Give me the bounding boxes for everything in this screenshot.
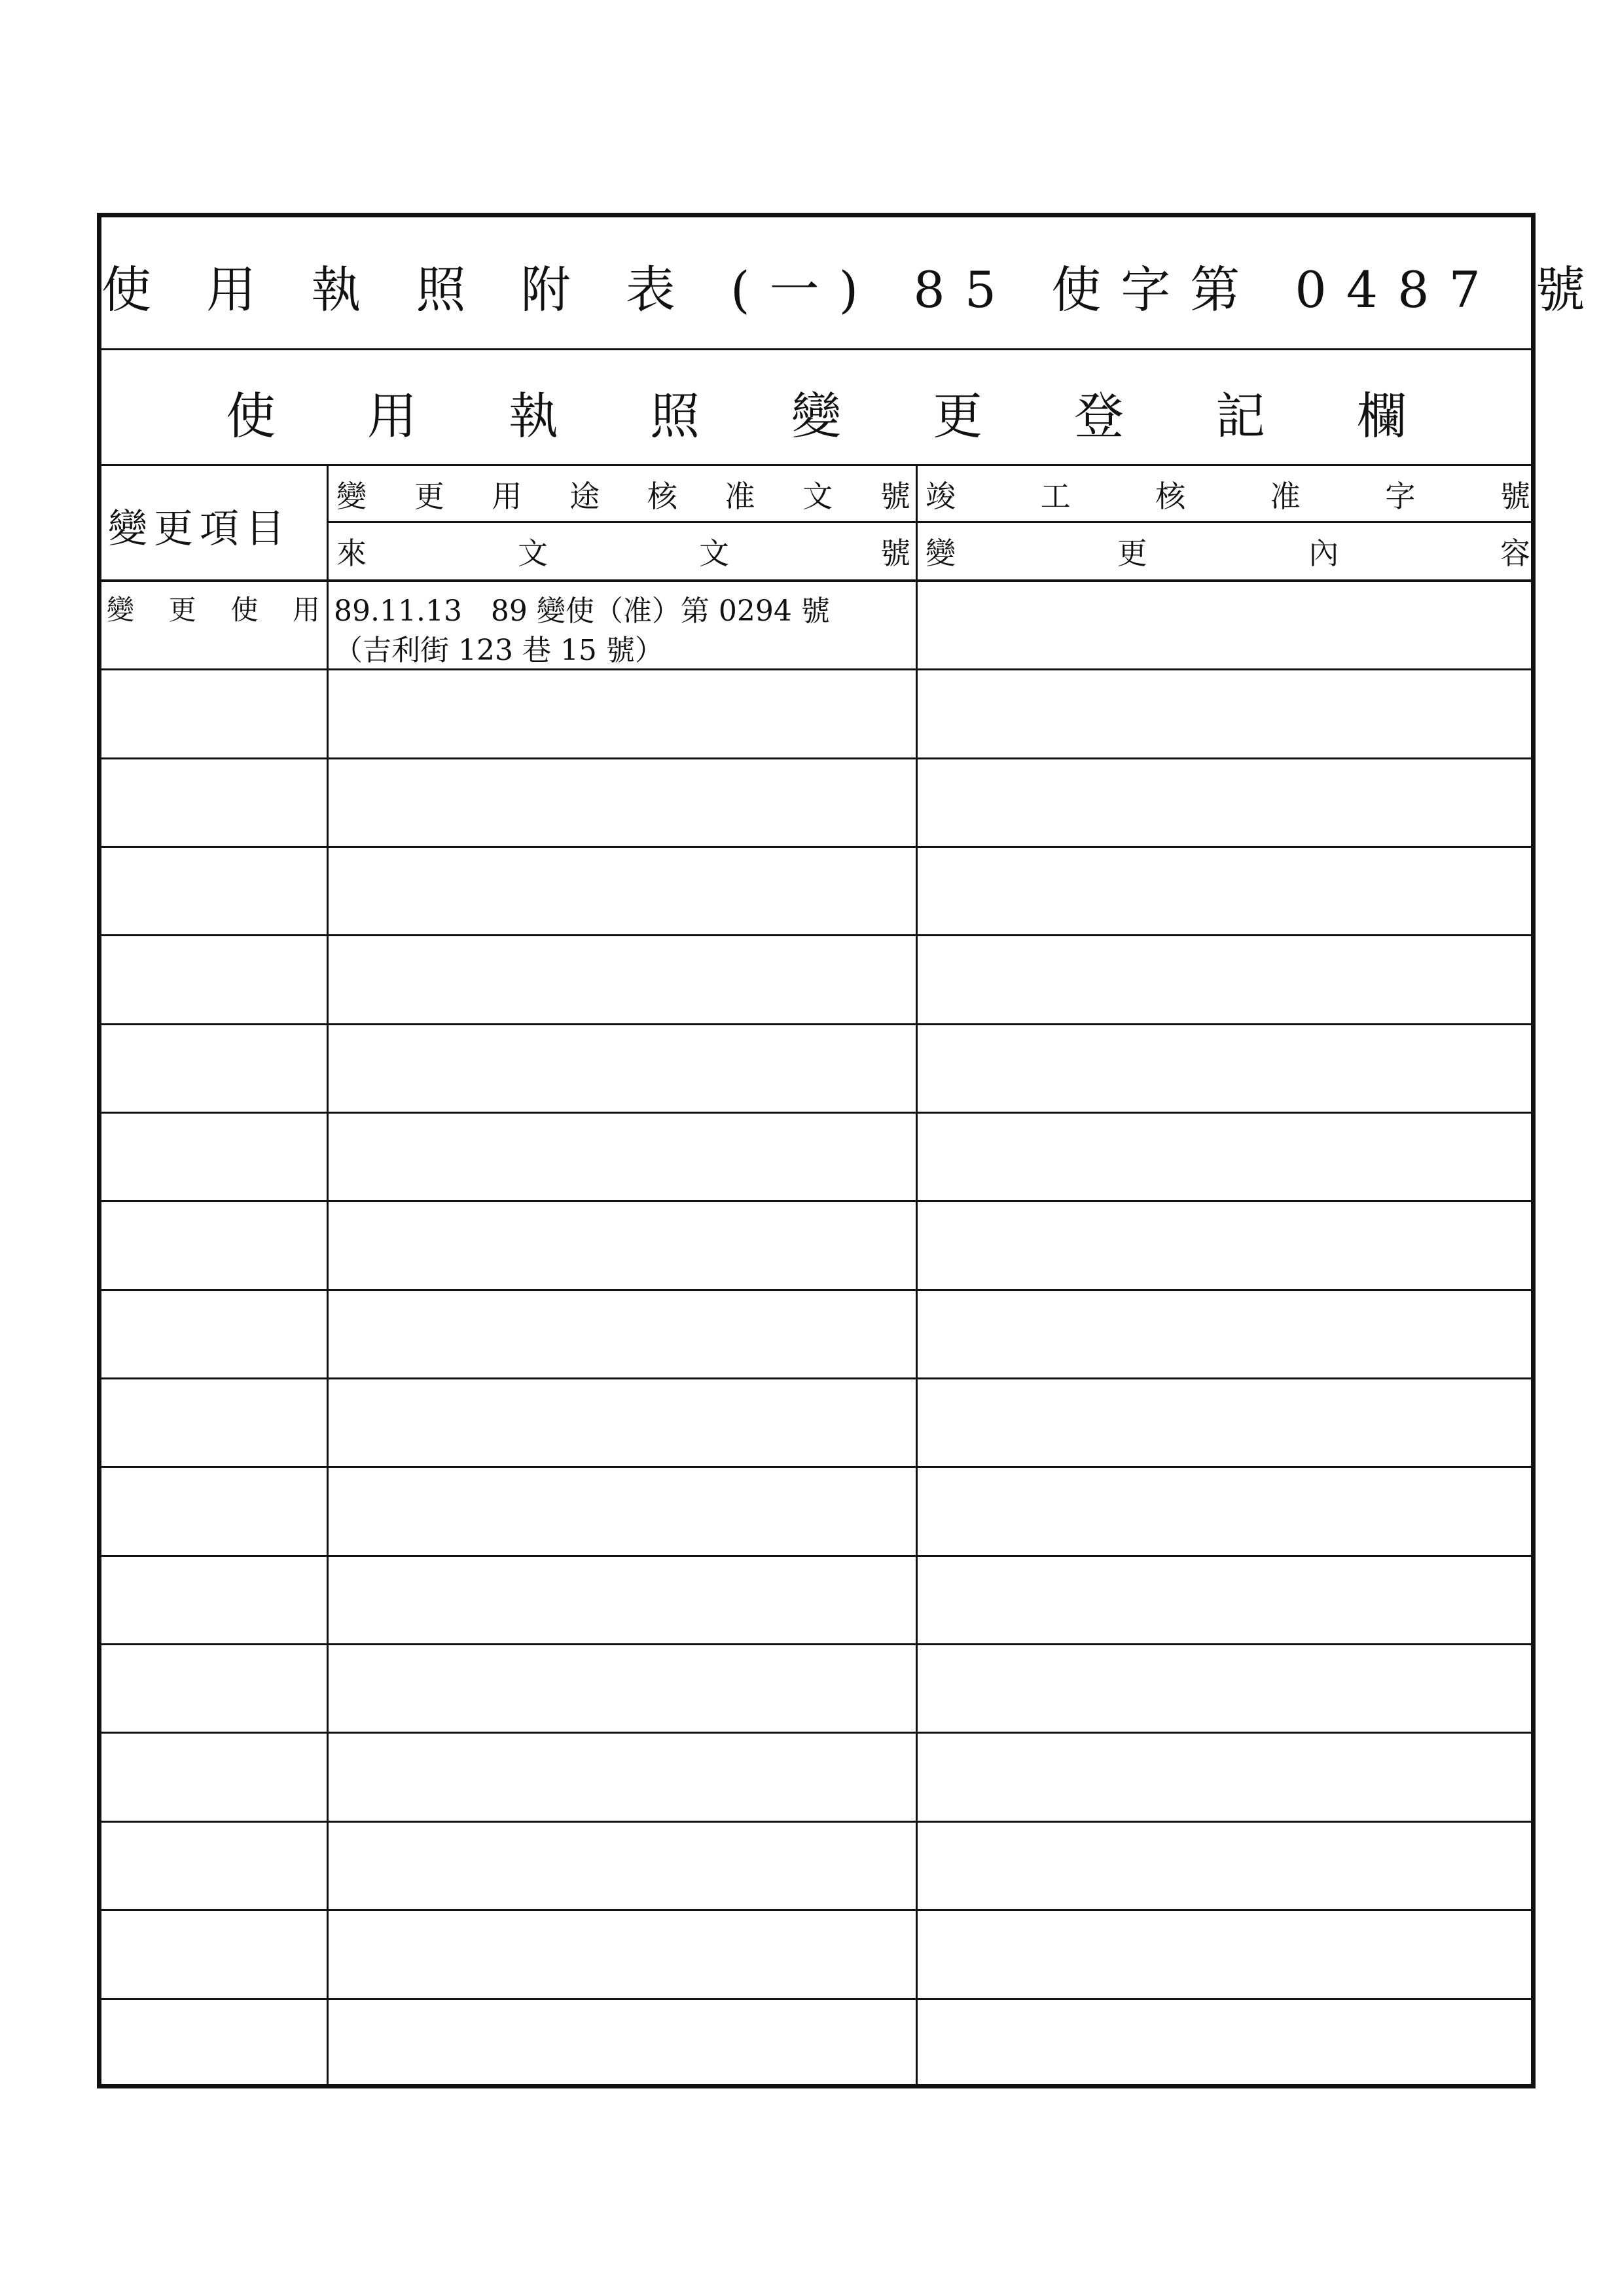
change-item-cell	[101, 670, 329, 757]
header-char: 文	[802, 479, 833, 514]
table-row	[101, 1734, 1531, 1822]
header-char: 竣	[926, 479, 956, 514]
header-char: 工	[1040, 479, 1071, 514]
table-row	[101, 1468, 1531, 1556]
change-content-cell	[918, 1645, 1536, 1732]
change-content-cell	[918, 1202, 1536, 1288]
change-content-cell	[918, 1379, 1536, 1466]
header-change-item	[101, 466, 329, 579]
change-content-cell	[918, 1734, 1536, 1820]
change-item-cell	[101, 759, 329, 846]
change-item-char: 使	[230, 594, 259, 626]
form-title-row	[101, 217, 1606, 350]
table-row	[101, 1911, 1531, 1999]
change-content-cell	[918, 1025, 1536, 1112]
document-number-cell	[329, 936, 918, 1023]
change-item-cell	[101, 1202, 329, 1288]
table-row	[101, 1114, 1531, 1202]
document-number-cell	[329, 1645, 918, 1732]
change-content-cell	[918, 1823, 1536, 1909]
header-char: 用	[492, 479, 522, 514]
document-number-cell	[329, 1911, 918, 1997]
change-item-text	[107, 589, 320, 628]
subtitle-char: 欄	[1357, 387, 1407, 445]
table-row	[101, 848, 1531, 936]
header-char: 途	[569, 479, 600, 514]
form-subtitle-row	[101, 350, 1531, 466]
header-char: 核	[647, 479, 677, 514]
header-char: 來	[336, 535, 367, 571]
header-char: 准	[725, 479, 755, 514]
header-completion-number	[918, 466, 1536, 523]
table-row	[101, 1202, 1531, 1290]
header-incoming-document-label	[336, 530, 910, 573]
document-number-cell	[329, 848, 918, 934]
change-item-cell	[101, 1379, 329, 1466]
document-number-cell	[329, 1291, 918, 1377]
change-item-char: 變	[107, 594, 135, 626]
form-subtitle	[226, 376, 1407, 448]
change-item-char: 更	[168, 594, 196, 626]
table-row	[101, 2000, 1531, 2088]
subtitle-char: 執	[509, 387, 558, 445]
change-item-cell	[101, 1645, 329, 1732]
document-number-cell	[329, 670, 918, 757]
subtitle-char: 用	[367, 387, 417, 445]
use-permit-attachment-form	[97, 213, 1606, 2088]
document-number-cell	[329, 582, 918, 668]
table-row	[101, 936, 1531, 1025]
change-item-cell	[101, 2000, 329, 2088]
header-char: 內	[1308, 535, 1339, 571]
table-row	[101, 1557, 1531, 1645]
change-item-char: 用	[292, 594, 320, 626]
document-number-cell	[329, 2000, 918, 2088]
subtitle-char: 更	[933, 387, 982, 445]
document-number-cell	[329, 1823, 918, 1909]
header-incoming-document-number	[329, 523, 918, 580]
header-char: 核	[1155, 479, 1186, 514]
change-item-cell	[101, 1911, 329, 1997]
change-item-cell	[101, 1025, 329, 1112]
header-char: 變	[926, 535, 956, 571]
header-approval-number	[329, 466, 918, 523]
address-note: （吉利街 123 巷 15 號）	[334, 634, 664, 667]
change-item-cell	[101, 1823, 329, 1909]
document-number-cell	[329, 1379, 918, 1466]
document-number-cell	[329, 1734, 918, 1820]
subtitle-char: 照	[650, 387, 700, 445]
change-content-cell	[918, 936, 1536, 1023]
subtitle-char: 使	[226, 387, 276, 445]
document-number-cell	[329, 1557, 918, 1643]
header-char: 字	[1385, 479, 1416, 514]
header-char: 文	[518, 535, 548, 571]
change-content-cell	[918, 1911, 1536, 1997]
header-change-item-label: 變更項目	[108, 506, 291, 552]
table-row	[101, 670, 1531, 759]
change-content-cell	[918, 759, 1536, 846]
header-char: 准	[1270, 479, 1301, 514]
document-number-cell	[329, 1202, 918, 1288]
change-content-cell	[918, 582, 1536, 668]
subtitle-char: 記	[1215, 387, 1265, 445]
change-content-cell	[918, 1557, 1536, 1643]
change-content-cell	[918, 1468, 1536, 1554]
header-char: 號	[880, 479, 910, 514]
change-record-rows	[101, 582, 1531, 2088]
subtitle-char: 登	[1074, 387, 1124, 445]
header-char: 變	[336, 479, 367, 514]
header-char: 更	[1117, 535, 1147, 571]
change-item-cell	[101, 1557, 329, 1643]
header-char: 號	[1500, 479, 1530, 514]
change-content-cell	[918, 848, 1536, 934]
table-row	[101, 582, 1531, 670]
document-number-cell	[329, 1114, 918, 1200]
change-item-cell	[101, 1734, 329, 1820]
table-row	[101, 1823, 1531, 1911]
change-content-cell	[918, 2000, 1536, 2088]
header-char: 容	[1500, 535, 1530, 571]
header-change-content	[918, 523, 1536, 580]
header-change-content-label	[926, 530, 1530, 573]
change-item-cell	[101, 1114, 329, 1200]
table-row	[101, 1379, 1531, 1468]
header-char: 文	[699, 535, 729, 571]
header-char: 更	[414, 479, 444, 514]
document-number-cell	[329, 759, 918, 846]
change-item-cell	[101, 582, 329, 668]
approval-document-number: 89.11.13 89 變使（准）第 0294 號	[334, 594, 830, 628]
form-title: 使 用 執 照 附 表 (一) 85 使字第 0487 號	[101, 261, 1606, 319]
change-content-cell	[918, 1114, 1536, 1200]
header-approval-number-label	[336, 473, 910, 516]
header-completion-number-label	[926, 473, 1530, 516]
table-row	[101, 759, 1531, 848]
document-number-cell	[329, 1025, 918, 1112]
change-content-cell	[918, 670, 1536, 757]
subtitle-char: 變	[791, 387, 841, 445]
header-char: 號	[880, 535, 910, 571]
document-number-cell	[329, 1468, 918, 1554]
change-item-cell	[101, 848, 329, 934]
table-header	[101, 466, 1531, 582]
table-row	[101, 1025, 1531, 1114]
change-item-cell	[101, 1468, 329, 1554]
change-item-cell	[101, 1291, 329, 1377]
table-row	[101, 1291, 1531, 1379]
change-content-cell	[918, 1291, 1536, 1377]
change-item-cell	[101, 936, 329, 1023]
table-row	[101, 1645, 1531, 1734]
